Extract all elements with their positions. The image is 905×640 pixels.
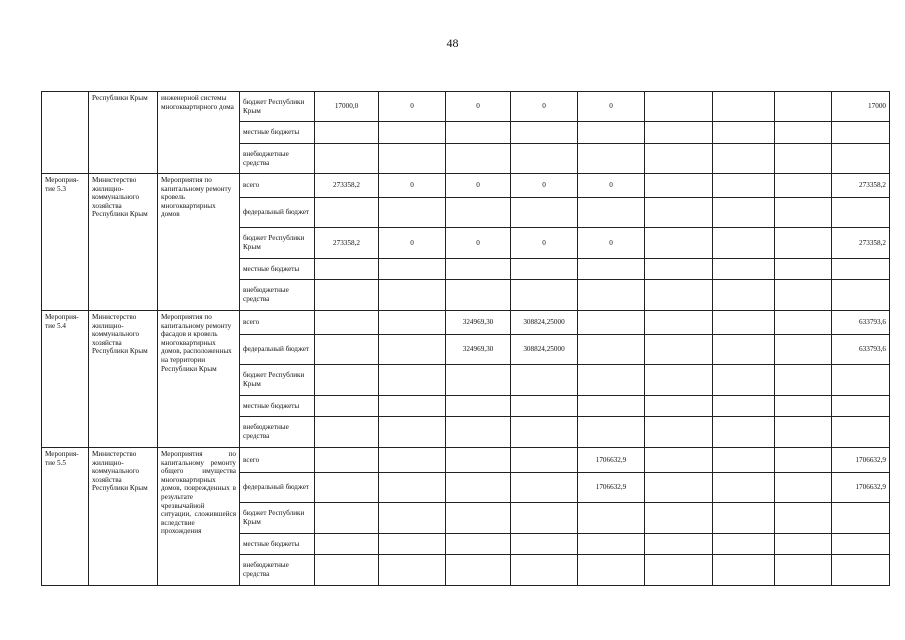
year-value-cell: [775, 259, 832, 280]
activity-id-cell: Мероприя-тие 5.4: [42, 311, 89, 448]
year-value-cell: [645, 174, 713, 198]
year-value-cell: [578, 198, 645, 228]
activity-description-cell: инженерной системы многоквартирного дома: [158, 92, 240, 174]
year-value-cell: [578, 534, 645, 555]
total-value-cell: [832, 503, 890, 534]
total-value-cell: 17000: [832, 92, 890, 122]
year-value-cell: [446, 396, 511, 417]
funding-source-cell: местные бюджеты: [240, 534, 315, 555]
funding-source-cell: федеральный бюджет: [240, 335, 315, 365]
funding-source-cell: бюджет Республики Крым: [240, 92, 315, 122]
year-value-cell: [713, 555, 775, 586]
year-value-cell: [446, 365, 511, 396]
year-value-cell: [775, 503, 832, 534]
year-value-cell: [511, 144, 578, 174]
total-value-cell: 1706632,9: [832, 473, 890, 503]
year-value-cell: [713, 365, 775, 396]
year-value-cell: [511, 555, 578, 586]
total-value-cell: [832, 144, 890, 174]
year-value-cell: [446, 198, 511, 228]
year-value-cell: [775, 92, 832, 122]
year-value-cell: [511, 503, 578, 534]
funding-source-cell: бюджет Республики Крым: [240, 365, 315, 396]
funding-table: [41, 91, 890, 586]
year-value-cell: 1706632,9: [578, 473, 645, 503]
year-value-cell: 0: [578, 174, 645, 198]
year-value-cell: [315, 122, 379, 144]
year-value-cell: [446, 144, 511, 174]
year-value-cell: [645, 311, 713, 335]
total-value-cell: [832, 555, 890, 586]
executor-cell: Министерство жилищно-коммунального хозяйства Республики Крым: [89, 174, 158, 311]
year-value-cell: [578, 365, 645, 396]
year-value-cell: [775, 174, 832, 198]
year-value-cell: [446, 448, 511, 473]
year-value-cell: 0: [446, 228, 511, 259]
year-value-cell: [315, 448, 379, 473]
year-value-cell: [379, 259, 446, 280]
year-value-cell: [578, 280, 645, 311]
year-value-cell: [511, 198, 578, 228]
year-value-cell: [511, 534, 578, 555]
year-value-cell: [379, 473, 446, 503]
year-value-cell: [775, 473, 832, 503]
year-value-cell: [379, 555, 446, 586]
total-value-cell: [832, 259, 890, 280]
year-value-cell: [775, 335, 832, 365]
year-value-cell: [775, 534, 832, 555]
year-value-cell: [775, 417, 832, 448]
funding-source-cell: внебюджетные средства: [240, 280, 315, 311]
total-value-cell: 1706632,9: [832, 448, 890, 473]
year-value-cell: [446, 280, 511, 311]
year-value-cell: [713, 122, 775, 144]
year-value-cell: [315, 473, 379, 503]
executor-cell: Министерство жилищно-коммунального хозяйства Республики Крым: [89, 448, 158, 586]
year-value-cell: [379, 144, 446, 174]
year-value-cell: [446, 122, 511, 144]
year-value-cell: [379, 503, 446, 534]
year-value-cell: [446, 503, 511, 534]
year-value-cell: [713, 335, 775, 365]
year-value-cell: [578, 503, 645, 534]
page-number: 48: [446, 36, 459, 50]
year-value-cell: [511, 417, 578, 448]
year-value-cell: [446, 555, 511, 586]
year-value-cell: [511, 473, 578, 503]
year-value-cell: [645, 335, 713, 365]
year-value-cell: [713, 396, 775, 417]
year-value-cell: [379, 396, 446, 417]
total-value-cell: 273358,2: [832, 228, 890, 259]
year-value-cell: [511, 365, 578, 396]
year-value-cell: 1706632,9: [578, 448, 645, 473]
year-value-cell: [645, 280, 713, 311]
year-value-cell: [315, 396, 379, 417]
year-value-cell: [645, 198, 713, 228]
year-value-cell: 324969,30: [446, 335, 511, 365]
year-value-cell: [775, 311, 832, 335]
year-value-cell: [645, 448, 713, 473]
funding-source-cell: внебюджетные средства: [240, 555, 315, 586]
activity-id-cell: Мероприя-тие 5.5: [42, 448, 89, 586]
funding-source-cell: всего: [240, 448, 315, 473]
year-value-cell: [645, 365, 713, 396]
executor-cell: Республики Крым: [89, 92, 158, 174]
year-value-cell: [379, 534, 446, 555]
year-value-cell: [578, 396, 645, 417]
activity-description-cell: Мероприятия по капитальному ремонту кровель многоквартирных домов: [158, 174, 240, 311]
table-row: [42, 92, 890, 122]
year-value-cell: 273358,2: [315, 228, 379, 259]
year-value-cell: [315, 417, 379, 448]
year-value-cell: [775, 144, 832, 174]
year-value-cell: 273358,2: [315, 174, 379, 198]
year-value-cell: [578, 555, 645, 586]
year-value-cell: [775, 448, 832, 473]
year-value-cell: 0: [578, 228, 645, 259]
year-value-cell: [713, 503, 775, 534]
funding-source-cell: бюджет Республики Крым: [240, 228, 315, 259]
table-row: [42, 448, 890, 473]
total-value-cell: [832, 396, 890, 417]
total-value-cell: [832, 365, 890, 396]
year-value-cell: [315, 534, 379, 555]
year-value-cell: [713, 144, 775, 174]
year-value-cell: [775, 228, 832, 259]
year-value-cell: [645, 503, 713, 534]
year-value-cell: [775, 122, 832, 144]
year-value-cell: [379, 448, 446, 473]
year-value-cell: [645, 144, 713, 174]
year-value-cell: 17000,0: [315, 92, 379, 122]
year-value-cell: 0: [511, 174, 578, 198]
year-value-cell: [315, 144, 379, 174]
year-value-cell: [379, 280, 446, 311]
year-value-cell: [511, 259, 578, 280]
total-value-cell: [832, 534, 890, 555]
year-value-cell: [775, 280, 832, 311]
year-value-cell: 0: [379, 92, 446, 122]
year-value-cell: [645, 92, 713, 122]
year-value-cell: [511, 122, 578, 144]
year-value-cell: [379, 335, 446, 365]
table-row: [42, 311, 890, 335]
year-value-cell: [446, 473, 511, 503]
funding-source-cell: федеральный бюджет: [240, 198, 315, 228]
total-value-cell: 273358,2: [832, 174, 890, 198]
year-value-cell: 0: [511, 92, 578, 122]
year-value-cell: 0: [511, 228, 578, 259]
funding-source-cell: местные бюджеты: [240, 259, 315, 280]
year-value-cell: [315, 503, 379, 534]
table-body: [42, 92, 890, 586]
total-value-cell: [832, 417, 890, 448]
year-value-cell: [713, 280, 775, 311]
activity-id-cell: [42, 92, 89, 174]
year-value-cell: 0: [446, 92, 511, 122]
year-value-cell: [511, 448, 578, 473]
activity-id-cell: Мероприя-тие 5.3: [42, 174, 89, 311]
funding-source-cell: всего: [240, 311, 315, 335]
executor-cell: Министерство жилищно-коммунального хозяйства Республики Крым: [89, 311, 158, 448]
year-value-cell: [713, 92, 775, 122]
year-value-cell: 0: [379, 228, 446, 259]
year-value-cell: [446, 417, 511, 448]
year-value-cell: [315, 311, 379, 335]
year-value-cell: [578, 122, 645, 144]
funding-source-cell: местные бюджеты: [240, 396, 315, 417]
year-value-cell: 308824,25000: [511, 335, 578, 365]
year-value-cell: [645, 122, 713, 144]
total-value-cell: [832, 280, 890, 311]
year-value-cell: [713, 259, 775, 280]
year-value-cell: [713, 174, 775, 198]
year-value-cell: [446, 534, 511, 555]
activity-description-cell: Мероприятия по капитальному ремонту фасадов и кровель многоквартирных домов, расположенных на территории Республики Крым: [158, 311, 240, 448]
year-value-cell: [713, 198, 775, 228]
year-value-cell: [315, 555, 379, 586]
year-value-cell: [713, 417, 775, 448]
year-value-cell: [775, 198, 832, 228]
year-value-cell: [511, 280, 578, 311]
year-value-cell: [713, 311, 775, 335]
year-value-cell: [645, 555, 713, 586]
activity-description-cell: Мероприятия по капитальному ремонту общего имущества многоквартирных домов, поврежденных в результате чрезвычайной ситуации, сложившейся вследствие прохождения: [158, 448, 240, 586]
year-value-cell: [315, 365, 379, 396]
total-value-cell: 633793,6: [832, 311, 890, 335]
year-value-cell: [775, 555, 832, 586]
year-value-cell: [645, 417, 713, 448]
year-value-cell: 308824,25000: [511, 311, 578, 335]
total-value-cell: [832, 122, 890, 144]
year-value-cell: [645, 473, 713, 503]
year-value-cell: [713, 473, 775, 503]
year-value-cell: [315, 198, 379, 228]
year-value-cell: [379, 417, 446, 448]
funding-source-cell: федеральный бюджет: [240, 473, 315, 503]
year-value-cell: [578, 259, 645, 280]
year-value-cell: 324969,30: [446, 311, 511, 335]
year-value-cell: [379, 365, 446, 396]
year-value-cell: [713, 448, 775, 473]
year-value-cell: [315, 259, 379, 280]
funding-source-cell: внебюджетные средства: [240, 144, 315, 174]
total-value-cell: [832, 198, 890, 228]
year-value-cell: [379, 122, 446, 144]
year-value-cell: [775, 365, 832, 396]
year-value-cell: [578, 335, 645, 365]
year-value-cell: [446, 259, 511, 280]
year-value-cell: 0: [379, 174, 446, 198]
year-value-cell: [578, 144, 645, 174]
year-value-cell: 0: [446, 174, 511, 198]
year-value-cell: [645, 259, 713, 280]
funding-source-cell: внебюджетные средства: [240, 417, 315, 448]
year-value-cell: [578, 311, 645, 335]
year-value-cell: [578, 417, 645, 448]
table-row: [42, 174, 890, 198]
year-value-cell: [645, 396, 713, 417]
year-value-cell: [713, 534, 775, 555]
funding-source-cell: бюджет Республики Крым: [240, 503, 315, 534]
year-value-cell: [645, 534, 713, 555]
total-value-cell: 633793,6: [832, 335, 890, 365]
year-value-cell: [775, 396, 832, 417]
year-value-cell: [379, 198, 446, 228]
year-value-cell: [379, 311, 446, 335]
year-value-cell: [713, 228, 775, 259]
funding-source-cell: всего: [240, 174, 315, 198]
year-value-cell: [315, 335, 379, 365]
funding-source-cell: местные бюджеты: [240, 122, 315, 144]
year-value-cell: [645, 228, 713, 259]
year-value-cell: 0: [578, 92, 645, 122]
year-value-cell: [511, 396, 578, 417]
year-value-cell: [315, 280, 379, 311]
